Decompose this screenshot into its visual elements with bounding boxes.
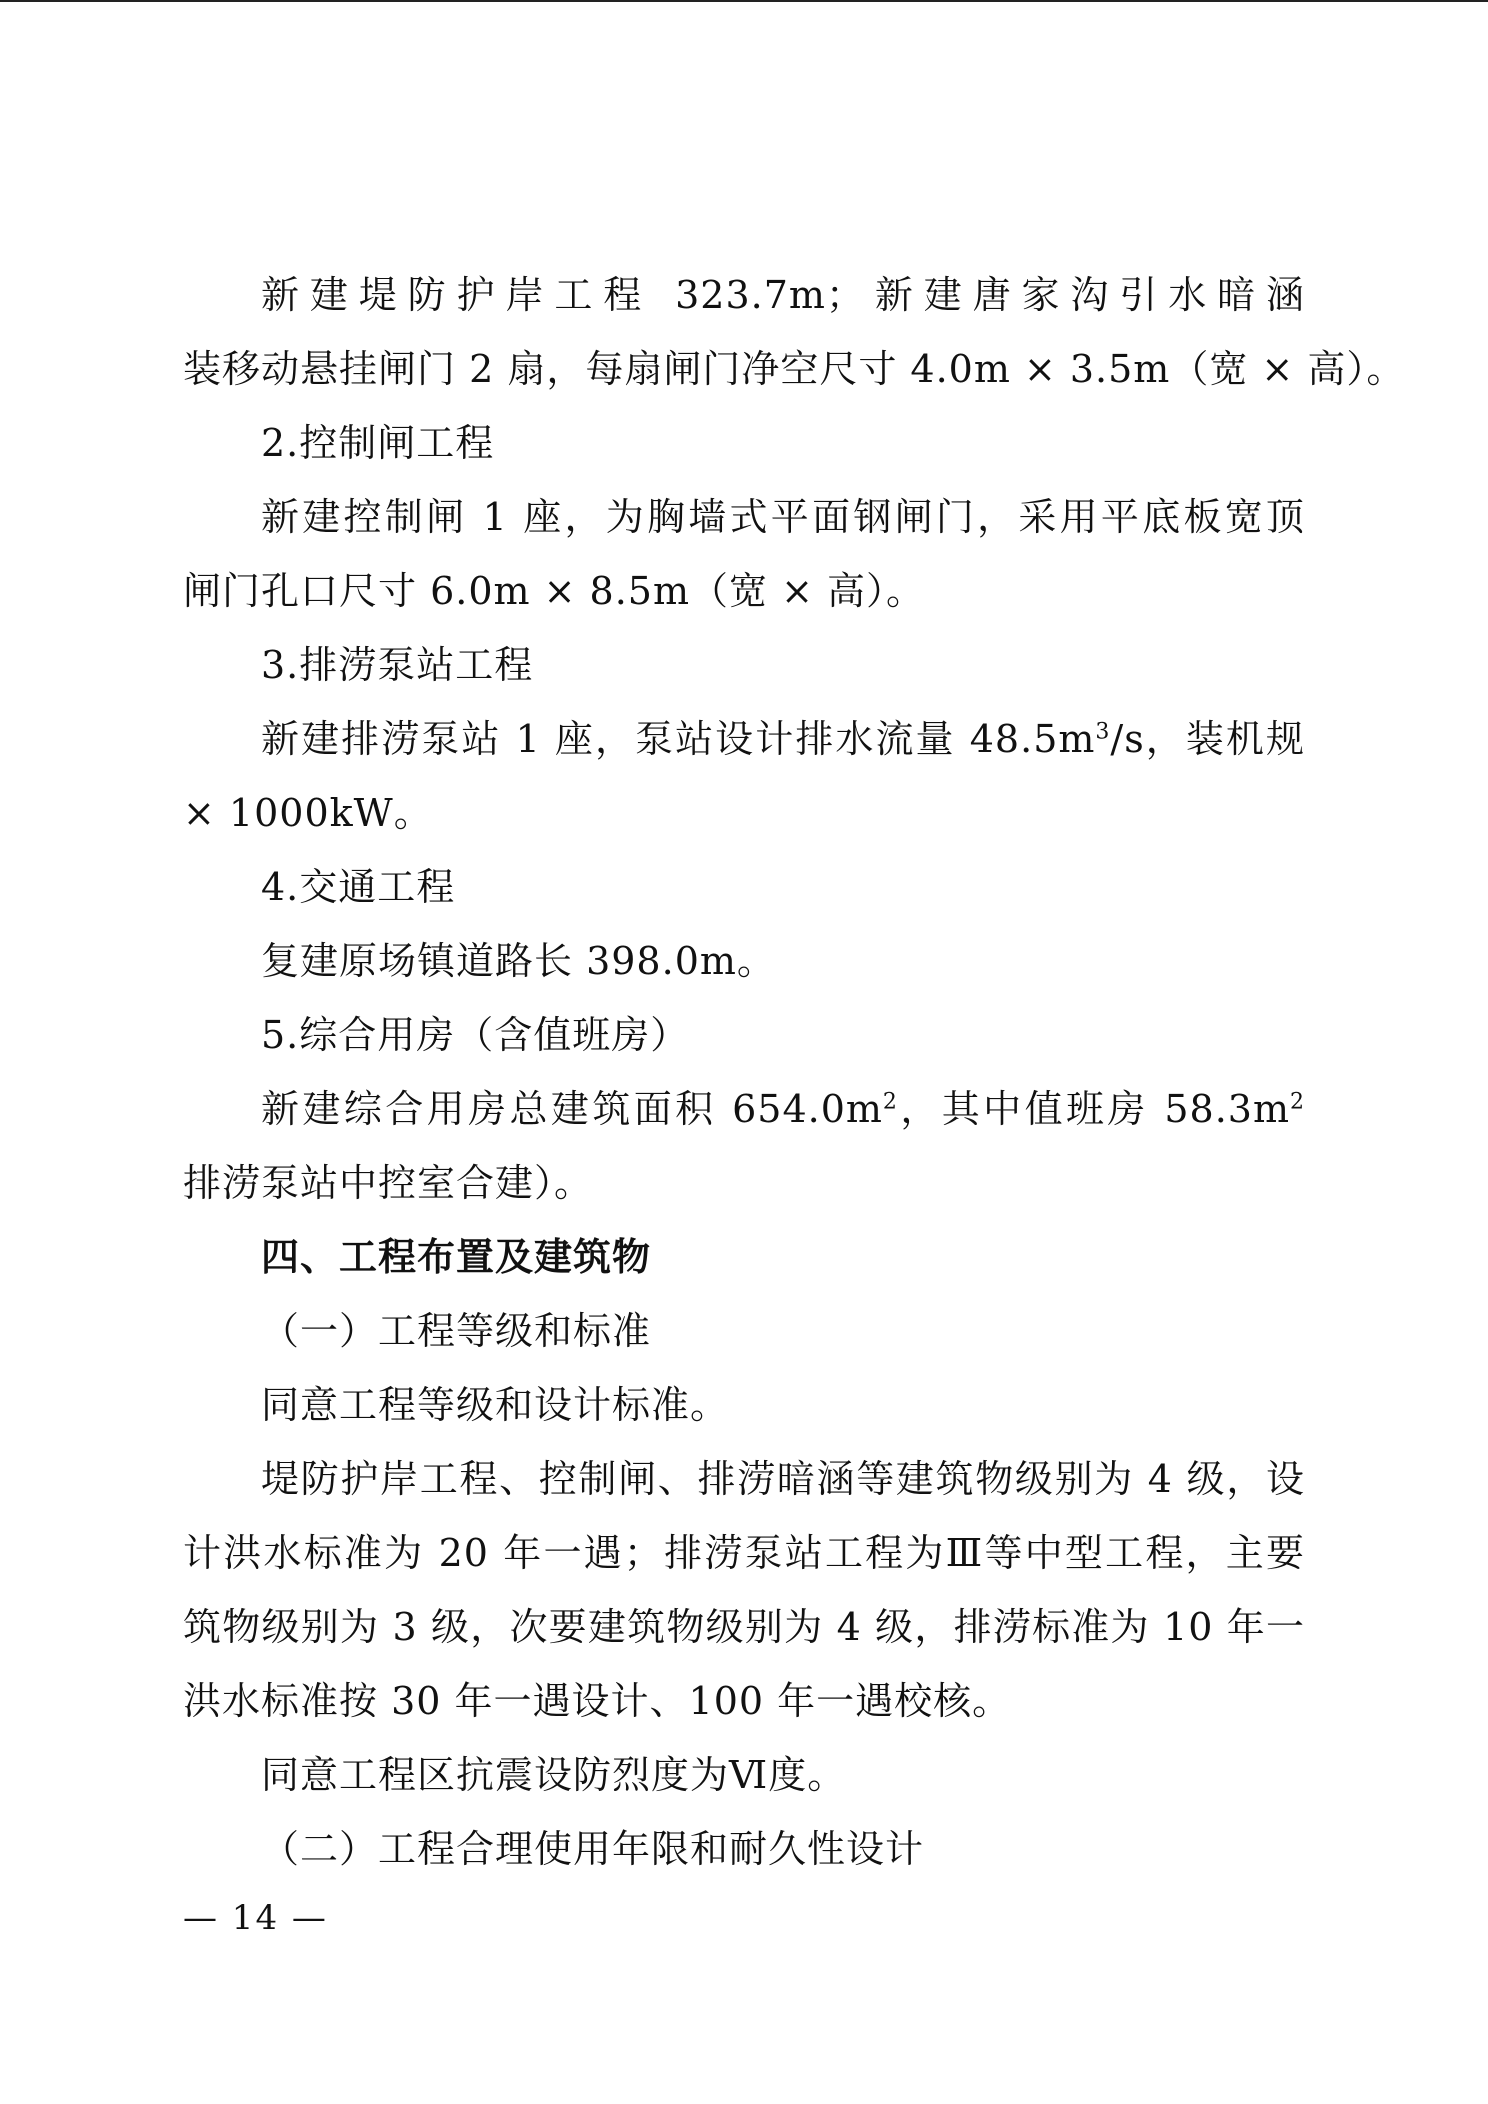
- chapter-heading: 四、工程布置及建筑物: [261, 1234, 652, 1279]
- paragraph-line: 装移动悬挂闸门 2 扇，每扇闸门净空尺寸 4.0m × 3.5m（宽 × 高）。: [183, 347, 1406, 391]
- paragraph-line: 排涝泵站中控室合建）。: [183, 1161, 594, 1205]
- document-body: [183, 258, 1406, 1886]
- paragraph-line: 新建综合用房总建筑面积 $654.0m^2$，其中值班房 $58.3m^2$: [261, 1087, 1305, 1131]
- paragraph-line: 复建原场镇道路长 398.0m。: [261, 939, 776, 983]
- paragraph-line: 新建排涝泵站 1 座，泵站设计排水流量 $48.5m^3/s$，装机规: [261, 717, 1305, 761]
- page-number: — 14 —: [183, 1898, 328, 1938]
- paragraph-line: 闸门孔口尺寸 6.0m × 8.5m（宽 × 高）。: [183, 569, 926, 613]
- paragraph-line: 新建控制闸 1 座，为胸墙式平面钢闸门，采用平底板宽顶: [261, 495, 1305, 539]
- section-heading: 3.排涝泵站工程: [261, 643, 534, 687]
- subsection-heading: （二）工程合理使用年限和耐久性设计: [261, 1827, 925, 1871]
- paragraph-line: 新建堤防护岸工程 323.7m；新建唐家沟引水暗涵: [261, 273, 1305, 317]
- subsection-heading: （一）工程等级和标准: [261, 1309, 652, 1353]
- paragraph-line: 同意工程区抗震设防烈度为Ⅵ度。: [261, 1753, 847, 1797]
- paragraph-line: 洪水标准按 30 年一遇设计、100 年一遇校核。: [183, 1679, 1012, 1723]
- paragraph-line: 计洪水标准为 20 年一遇；排涝泵站工程为Ⅲ等中型工程，主要: [183, 1531, 1305, 1575]
- section-heading: 2.控制闸工程: [261, 421, 495, 465]
- section-heading: 5.综合用房（含值班房）: [261, 1013, 690, 1057]
- paragraph-line: 堤防护岸工程、控制闸、排涝暗涵等建筑物级别为 4 级，设: [261, 1457, 1305, 1501]
- paragraph-line: × 1000kW。: [183, 791, 433, 835]
- section-heading: 4.交通工程: [261, 865, 456, 909]
- paragraph-line: 筑物级别为 3 级，次要建筑物级别为 4 级，排涝标准为 10 年一: [183, 1605, 1305, 1649]
- top-border-line: [0, 0, 1488, 2]
- paragraph-line: 同意工程等级和设计标准。: [261, 1383, 730, 1427]
